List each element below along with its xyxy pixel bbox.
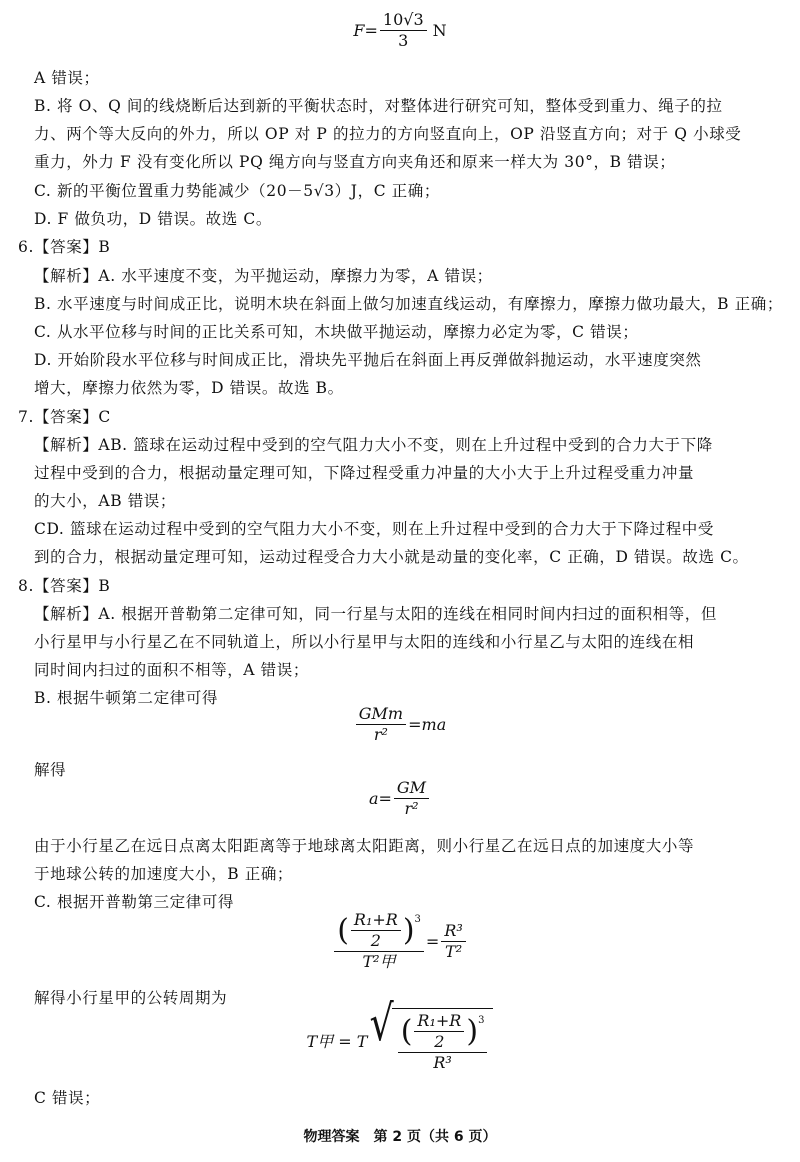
equation-kepler [0,910,800,972]
eq-kepler-inner-num: R₁+R [351,910,401,931]
eq-f-fraction [380,10,427,51]
eq-a-fraction [394,778,429,819]
eq-t-den: R³ [433,1053,452,1072]
text-line: 力、两个等大反向的外力，所以 OP 对 P 的拉力的方向竖直向上，OP 沿竖直方向；对于 Q 小球受 [34,125,742,143]
eq-newton-num: GMm [356,704,406,725]
text-line: C 错误； [34,1089,101,1107]
equation-newton [0,704,800,745]
text-line: 于地球公转的加速度大小，B 正确； [34,865,294,883]
eq-t-sqrt [369,994,493,1073]
text-line: 到的合力，根据动量定理可知，运动过程受合力大小就是动量的变化率，C 正确，D 错误。故选 C。 [34,548,749,566]
text-line: C. 根据开普勒第三定律可得 [34,893,235,911]
text-line: 【解析】A. 根据开普勒第二定律可知，同一行星与太阳的连线在相同时间内扫过的面积相等，但 [34,605,717,623]
eq-t-exp: 3 [478,1015,485,1026]
eq-a-den: r² [404,799,419,818]
text-line: 增大，摩擦力依然为零，D 错误。故选 B。 [34,379,344,397]
text-line: 【解析】AB. 篮球在运动过程中受到的空气阻力大小不变，则在上升过程中受到的合力大于下降 [34,436,713,454]
text-line: 的大小，AB 错误； [34,492,177,510]
page-footer: 物理答案 第 2 页（共 6 页） [303,1129,497,1145]
eq-newton-den: r² [373,725,388,744]
text-line: C. 从水平位移与时间的正比关系可知，木块做平抛运动，摩擦力必定为零，C 错误； [34,323,639,341]
equation-force [0,10,800,51]
eq-t-inner-num: R₁+R [414,1011,464,1032]
eq-t-inner-den: 2 [434,1032,445,1051]
text-line: 小行星甲与小行星乙在不同轨道上，所以小行星甲与太阳的连线和小行星乙与太阳的连线在相 [34,633,695,651]
eq-newton-fraction [356,704,406,745]
answer-heading: 6.【答案】B [18,238,111,256]
eq-kepler-left-fraction: ( $\frac{\text{R₁+R}}{2}$ ) $^3$ T²甲 [334,910,424,972]
text-line: B. 将 O、Q 间的线烧断后达到新的平衡状态时，对整体进行研究可知，整体受到重力、绳子的拉 [34,97,723,115]
eq-f-lhs: F= [353,21,378,40]
text-line: 解得小行星甲的公转周期为 [34,989,228,1007]
sqrt-sign-icon: √ [369,994,394,1052]
eq-f-unit: N [432,21,447,40]
text-line: B. 根据牛顿第二定律可得 [34,689,219,707]
text-line: D. 开始阶段水平位移与时间成正比，滑块先平抛后在斜面上再反弹做斜抛运动，水平速度突然 [34,351,702,369]
text-line: 同时间内扫过的面积不相等，A 错误； [34,661,309,679]
text-line: 由于小行星乙在远日点离太阳距离等于地球离太阳距离，则小行星乙在远日点的加速度大小等 [34,837,695,855]
eq-a-num: GM [394,778,429,799]
answer-heading: 7.【答案】C [18,408,111,426]
text-line: 解得 [34,761,67,779]
eq-kepler-rnum: R³ [441,921,465,942]
eq-t-fraction: ( $\frac{\text{R₁+R}}{2}$ ) $^3$ R³ [398,1011,488,1073]
text-line: 重力，外力 F 没有变化所以 PQ 绳方向与竖直方向夹角还和原来一样大为 30°，B 错误； [34,153,676,171]
eq-kepler-right-fraction [441,921,465,962]
eq-a-lhs: a= [368,789,392,808]
eq-t-lhs: T甲 = T [306,1032,368,1051]
eq-kepler-inner-den: 2 [370,931,381,950]
eq-kepler-exp: 3 [414,914,421,925]
text-line: D. F 做负功，D 错误。故选 C。 [34,210,272,228]
equation-acceleration [0,778,800,819]
text-line: 过程中受到的合力，根据动量定理可知，下降过程受重力冲量的大小大于上升过程受重力冲量 [34,464,695,482]
eq-kepler-equals: = [425,931,440,951]
text-line: C. 新的平衡位置重力势能减少（20－5√3）J，C 正确； [34,182,440,200]
eq-f-num: 10√3 [380,10,427,31]
eq-kepler-inner-fraction [351,910,401,951]
text-line: CD. 篮球在运动过程中受到的空气阻力大小不变，则在上升过程中受到的合力大于下降过程中受 [34,520,714,538]
text-line: A 错误； [34,69,100,87]
eq-t-inner-fraction [414,1011,464,1052]
text-line: 【解析】A. 水平速度不变，为平抛运动，摩擦力为零，A 错误； [34,267,493,285]
eq-newton-rhs: =ma [408,715,447,734]
eq-kepler-den: T²甲 [362,952,396,971]
answer-heading: 8.【答案】B [18,577,111,595]
eq-kepler-rden: T² [445,941,463,961]
text-line: B. 水平速度与时间成正比，说明木块在斜面上做匀加速直线运动，有摩擦力，摩擦力做功最大，B 正确； [34,295,783,313]
eq-f-den: 3 [398,31,409,50]
